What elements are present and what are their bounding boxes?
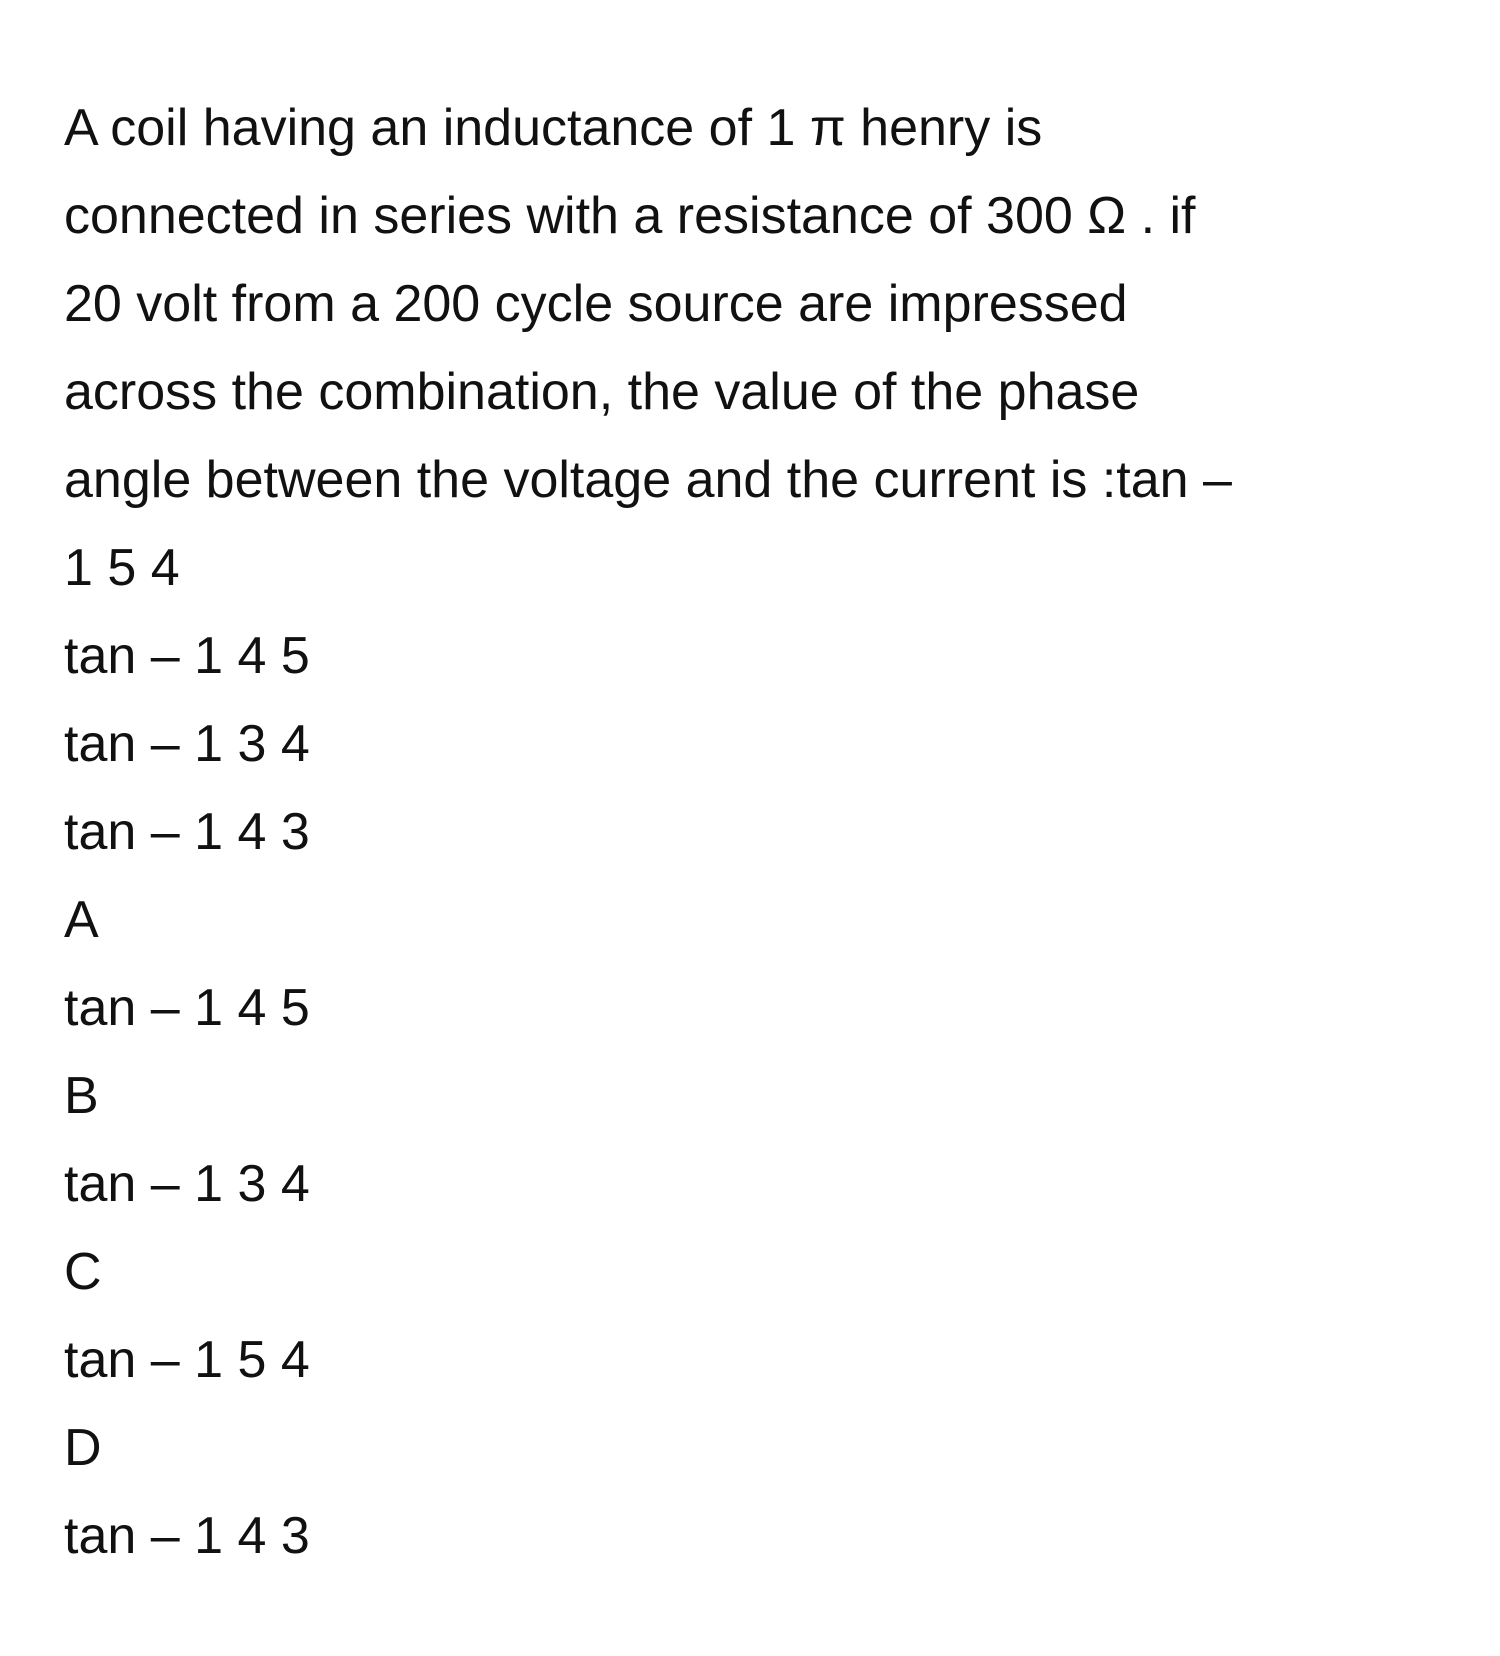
question-text bbox=[64, 84, 1404, 612]
inline-option: tan – 1 3 4 bbox=[64, 715, 310, 773]
option-letter: A bbox=[64, 891, 99, 949]
option-c[interactable] bbox=[64, 1228, 1404, 1404]
option-d[interactable] bbox=[64, 1404, 1404, 1580]
option-text: tan – 1 4 5 bbox=[64, 979, 310, 1037]
inline-option: tan – 1 4 5 bbox=[64, 627, 310, 685]
option-text: tan – 1 5 4 bbox=[64, 1331, 310, 1389]
question-line: angle between the voltage and the current is :tan – bbox=[64, 451, 1232, 509]
option-b[interactable] bbox=[64, 1052, 1404, 1228]
option-a[interactable] bbox=[64, 876, 1404, 1052]
option-letter: D bbox=[64, 1419, 102, 1477]
option-text: tan – 1 3 4 bbox=[64, 1155, 310, 1213]
option-letter: B bbox=[64, 1067, 99, 1125]
answer-options bbox=[64, 876, 1404, 1580]
question-line: A coil having an inductance of 1 π henry is bbox=[64, 99, 1043, 157]
question-line: across the combination, the value of the phase bbox=[64, 363, 1140, 421]
option-letter: C bbox=[64, 1243, 102, 1301]
question-line: connected in series with a resistance of 300 Ω . if bbox=[64, 187, 1196, 245]
question-line: 20 volt from a 200 cycle source are impressed bbox=[64, 275, 1128, 333]
question-document bbox=[64, 84, 1404, 1580]
inline-option: tan – 1 4 3 bbox=[64, 803, 310, 861]
option-text: tan – 1 4 3 bbox=[64, 1507, 310, 1565]
inline-option-list bbox=[64, 612, 1404, 876]
question-line: 1 5 4 bbox=[64, 539, 180, 597]
